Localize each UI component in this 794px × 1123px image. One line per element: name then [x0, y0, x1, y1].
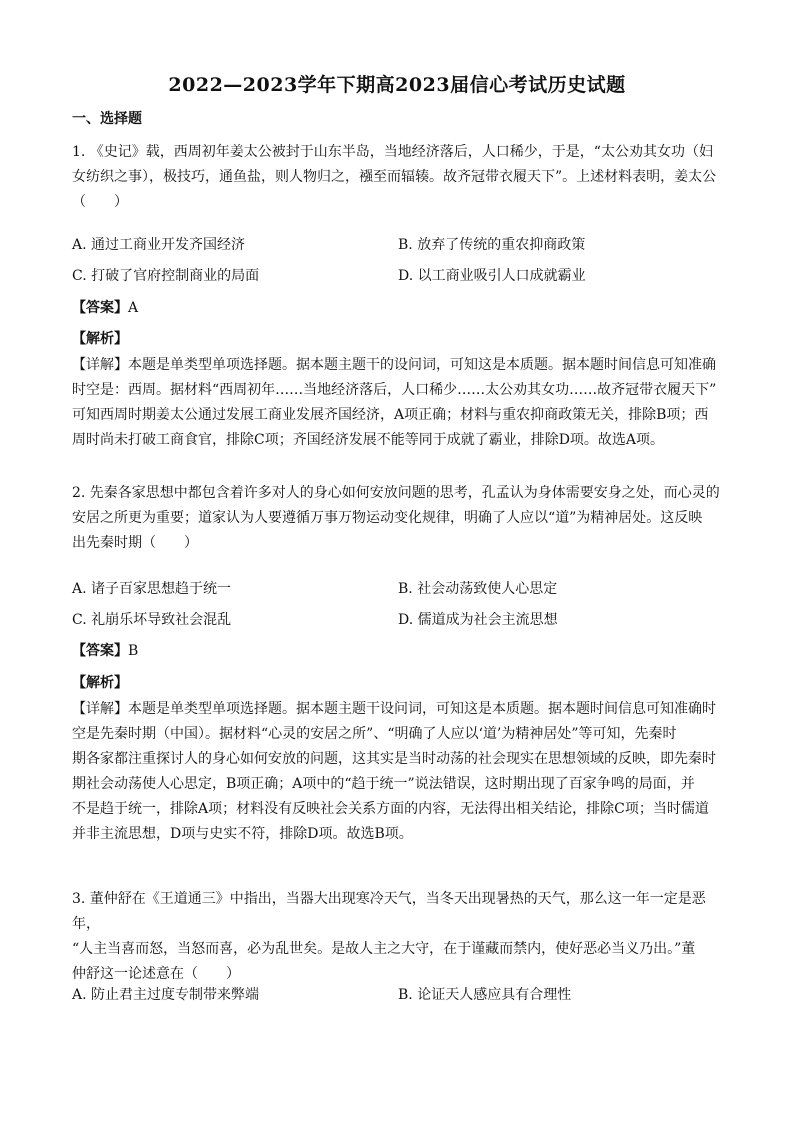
question-2-analysis-label	[72, 672, 128, 692]
section-heading: 一、选择题	[72, 111, 142, 127]
detail-line: 不是趋于统一，排除A项；材料没有反映社会关系方面的内容，无法得出相关结论，排除C项；当时儒道	[72, 801, 709, 817]
question-3-options-row-1	[72, 984, 724, 1006]
detail-line: 并非主流思想，D项与史实不符，排除D项。故选B项。	[72, 826, 413, 842]
question-2-detail	[72, 697, 724, 847]
option-a: A. 诸子百家思想趋于统一	[72, 581, 232, 597]
option-d: D. 儒道成为社会主流思想	[398, 612, 558, 628]
stem-line: “人主当喜而怒，当怒而喜，必为乱世矣。是故人主之大守，在于谨藏而禁内，使好恶必当义乃出。”董	[72, 941, 696, 957]
option-c: C. 打破了官府控制商业的局面	[72, 268, 260, 284]
question-1-analysis-label	[72, 328, 128, 348]
answer-label: 【答案】	[72, 300, 128, 316]
stem-line: 女纺织之事），极技巧，通鱼盐，则人物归之，襁至而辐辏。故齐冠带衣履天下”。上述材料表明，姜太公	[72, 169, 717, 185]
detail-line: 空是先秦时期（中国）。据材料“心灵的安居之所”、“明确了人应以‘道’为精神居处”等可知，先秦时	[72, 726, 677, 742]
detail-line: 【详解】本题是单类型单项选择题。据本题主题干的设问词，可知这是本质题。据本题时间信息可知准确	[72, 357, 716, 373]
question-2-options-row-1	[72, 578, 724, 600]
option-b: B. 社会动荡致使人心思定	[398, 581, 558, 597]
question-1-options-row-1	[72, 234, 724, 256]
question-1-options-row-2	[72, 265, 724, 287]
stem-line: 2. 先秦各家思想中都包含着许多对人的身心如何安放问题的思考，孔孟认为身体需要安身之处，而心灵的	[72, 485, 720, 501]
detail-line: 期社会动荡使人心思定，B项正确；A项中的“趋于统一”说法错误，这时期出现了百家争鸣的局面，并	[72, 776, 695, 792]
stem-line: 1. 《史记》载，西周初年姜太公被封于山东半岛，当地经济落后，人口稀少，于是，“太公劝其女功（妇	[72, 144, 713, 160]
page-title: 2022—2023学年下期高2023届信心考试历史试题	[168, 74, 626, 96]
detail-line: 期各家都注重探讨人的身心如何安放的问题，这其实是当时动荡的社会现实在思想领域的反映，即先秦时	[72, 751, 716, 767]
stem-line: 安居之所更为重要；道家认为人要遵循万事万物运动变化规律，明确了人应以“道”为精神居处。这反映	[72, 510, 703, 526]
detail-line: 可知西周时期姜太公通过发展工商业发展齐国经济，A项正确；材料与重农抑商政策无关，排除B项；西	[72, 407, 709, 423]
detail-line: 时空是：西周。据材料“西周初年……当地经济落后，人口稀少……太公劝其女功……故齐冠带衣履天下”	[72, 382, 717, 398]
option-b: B. 论证天人感应具有合理性	[398, 987, 572, 1003]
option-a: A. 通过工商业开发齐国经济	[72, 237, 246, 253]
option-a: A. 防止君主过度专制带来弊端	[72, 987, 260, 1003]
stem-line: 出先秦时期（ ）	[72, 535, 198, 551]
stem-line: 仲舒这一论述意在（ ）	[72, 966, 240, 982]
question-2-answer	[72, 640, 138, 660]
question-2-options-row-2	[72, 609, 724, 631]
answer-value: B	[128, 643, 139, 659]
stem-line: 3. 董仲舒在《王道通三》中指出，当器大出现寒冷天气，当冬天出现暑热的天气，那么这一年一定是恶年，	[72, 891, 706, 932]
analysis-label: 【解析】	[72, 675, 128, 691]
option-b: B. 放弃了传统的重农抑商政策	[398, 237, 586, 253]
detail-line: 【详解】本题是单类型单项选择题。据本题主题干设问词，可知这是本质题。据本题时间信息可知准确时	[72, 701, 716, 717]
answer-label: 【答案】	[72, 643, 128, 659]
answer-value: A	[128, 300, 139, 316]
question-1-detail	[72, 353, 724, 453]
question-1-stem	[72, 140, 724, 215]
question-3-stem	[72, 887, 724, 987]
analysis-label: 【解析】	[72, 331, 128, 347]
detail-line: 周时尚未打破工商食官，排除C项；齐国经济发展不能等同于成就了霸业，排除D项。故选A项。	[72, 432, 665, 448]
question-2-stem	[72, 481, 724, 556]
question-1-answer	[72, 297, 138, 317]
option-c: C. 礼崩乐坏导致社会混乱	[72, 612, 232, 628]
stem-line: （ ）	[72, 194, 128, 210]
option-d: D. 以工商业吸引人口成就霸业	[398, 268, 586, 284]
